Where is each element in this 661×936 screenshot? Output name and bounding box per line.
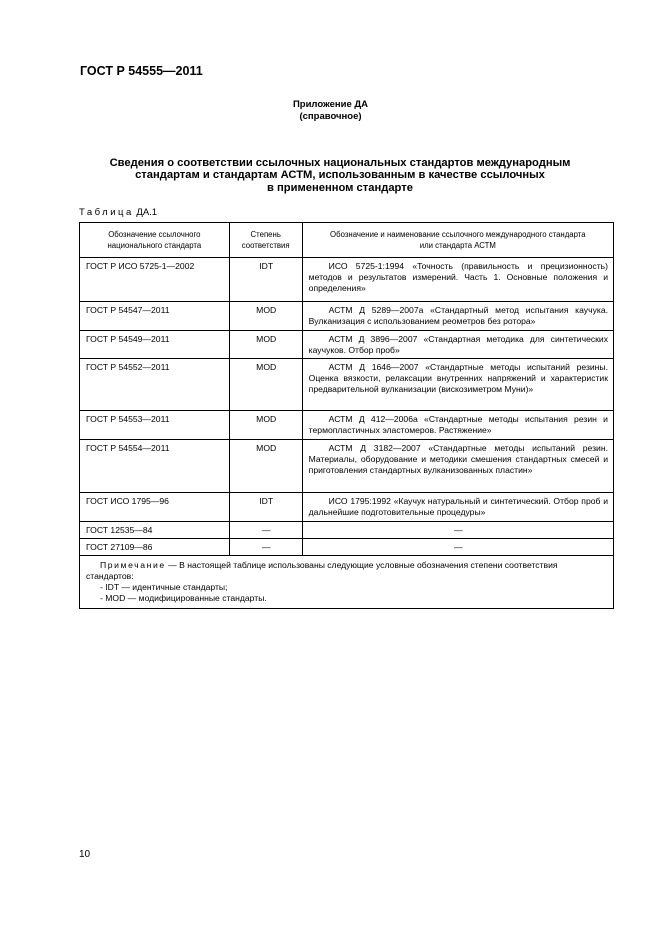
column-header-degree: Степень соответствия (229, 223, 302, 258)
note-text: — В настоящей таблице использованы следующие условные обозначения степени соответствия стандартов: (86, 560, 558, 581)
column-header-national: Обозначение ссылочного национального стандарта (80, 223, 230, 258)
international-standard-cell: ИСО 5725-1:1994 «Точность (правильность и прецизионность) методов и результатов измерений. Часть 1. Основные положения и определения» (302, 258, 613, 302)
national-standard-cell: ГОСТ Р ИСО 5725-1—2002 (80, 258, 230, 302)
table-row (80, 302, 614, 331)
appendix-subtitle: (справочное) (299, 111, 362, 122)
appendix-title: Приложение ДА (292, 99, 369, 110)
table-caption (79, 207, 157, 218)
table-row (80, 522, 614, 539)
international-standard-cell: АСТМ Д 3182—2007 «Стандартные методы испытаний резин. Материалы, оборудование и методики смешения стандартных смесей и приготовления стандартных вулканизованных пластин» (302, 440, 613, 493)
table-row (80, 331, 614, 359)
degree-cell: MOD (229, 411, 302, 440)
degree-cell: IDT (229, 258, 302, 302)
document-code: ГОСТ Р 54555—2011 (80, 64, 203, 78)
column-header-international: Обозначение и наименование ссылочного международного стандарта или стандарта АСТМ (302, 223, 613, 258)
international-standard-cell: — (302, 522, 613, 539)
international-standard-cell: АСТМ Д 1646—2007 «Стандартные методы испытаний резины. Оценка вязкости, релаксации внутренних напряжений и характеристик предварительной вулканизации (вискозиметром Муни)» (302, 359, 613, 411)
table-note-row (80, 556, 614, 609)
table-row (80, 359, 614, 411)
title-line: Сведения о соответствии ссылочных национальных стандартов международным (109, 157, 571, 169)
note-item: - MOD — модифицированные стандарты. (100, 593, 267, 603)
degree-cell: — (229, 539, 302, 556)
degree-cell: MOD (229, 331, 302, 359)
table-row (80, 539, 614, 556)
degree-cell: MOD (229, 302, 302, 331)
table-row (80, 440, 614, 493)
degree-cell: MOD (229, 440, 302, 493)
table-row (80, 493, 614, 522)
degree-cell: — (229, 522, 302, 539)
national-standard-cell: ГОСТ 27109—86 (80, 539, 230, 556)
table-row (80, 411, 614, 440)
table-note (80, 556, 614, 609)
title-line: в примененном стандарте (267, 181, 413, 194)
degree-cell: IDT (229, 493, 302, 522)
international-standard-cell: АСТМ Д 5289—2007а «Стандартный метод испытания каучука. Вулканизация с использованием реометров без ротора» (302, 302, 613, 331)
table-row (80, 258, 614, 302)
international-standard-cell: — (302, 539, 613, 556)
international-standard-cell: АСТМ Д 3896—2007 «Стандартная методика для синтетических каучуков. Отбор проб» (302, 331, 613, 359)
national-standard-cell: ГОСТ Р 54552—2011 (80, 359, 230, 411)
table-caption-id: ДА.1 (136, 207, 158, 218)
table-header-row (80, 223, 614, 258)
international-standard-cell: АСТМ Д 412—2006а «Стандартные методы испытания резин и термопластичных эластомеров. Растяжение» (302, 411, 613, 440)
title-line: стандартам и стандартам АСТМ, использованным в качестве ссылочных (135, 169, 545, 182)
national-standard-cell: ГОСТ Р 54547—2011 (80, 302, 230, 331)
note-label: Примечание (100, 560, 166, 570)
national-standard-cell: ГОСТ Р 54553—2011 (80, 411, 230, 440)
national-standard-cell: ГОСТ ИСО 1795—96 (80, 493, 230, 522)
degree-cell: MOD (229, 359, 302, 411)
national-standard-cell: ГОСТ Р 54554—2011 (80, 440, 230, 493)
appendix-heading (0, 99, 661, 123)
standards-table (79, 222, 614, 609)
section-title (90, 157, 590, 194)
table-caption-word: Таблица (79, 207, 134, 218)
national-standard-cell: ГОСТ Р 54549—2011 (80, 331, 230, 359)
national-standard-cell: ГОСТ 12535—84 (80, 522, 230, 539)
international-standard-cell: ИСО 1795:1992 «Каучук натуральный и синтетический. Отбор проб и дальнейшие подготовительные процедуры» (302, 493, 613, 522)
note-item: - IDT — идентичные стандарты; (100, 582, 228, 592)
page-number: 10 (79, 849, 91, 860)
